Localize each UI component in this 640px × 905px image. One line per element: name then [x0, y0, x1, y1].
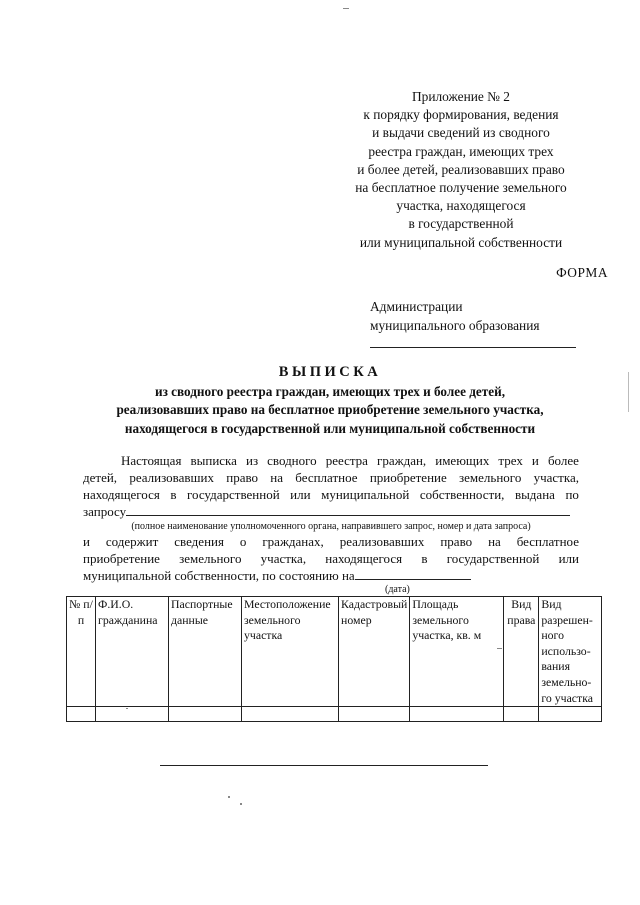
title-main: ВЫПИСКА — [278, 364, 382, 380]
text-line — [83, 533, 579, 550]
word: собственности, — [419, 487, 505, 502]
word: приобретение — [369, 470, 447, 485]
scan-speck — [240, 803, 242, 805]
appendix-line: на бесплатное получение земельного — [355, 180, 567, 196]
word: на — [488, 534, 501, 549]
signature-line — [160, 765, 488, 766]
header-location: Местоположение земельного участка — [242, 597, 339, 707]
word: в — [421, 551, 428, 566]
word: выписка — [190, 453, 237, 468]
addressee-block — [370, 297, 540, 335]
header-area: Площадь земельного участка, кв. м — [410, 597, 504, 707]
word: участка, — [260, 551, 307, 566]
word: право — [440, 534, 473, 549]
appendix-line: в государственной — [408, 216, 514, 232]
word: бесплатное — [295, 470, 358, 485]
title-line-1: из сводного реестра граждан, имеющих трех и более детей, — [154, 383, 506, 399]
scan-speck — [628, 372, 629, 412]
word: на — [270, 470, 284, 485]
registry-table — [66, 596, 602, 722]
word: реализовавших — [339, 534, 425, 549]
document-title — [60, 363, 600, 438]
appendix-line: реестра граждан, имеющих трех — [368, 143, 554, 159]
text-line — [83, 469, 579, 486]
table-cell — [410, 707, 504, 722]
text-line — [83, 452, 579, 469]
word: приобретение — [83, 551, 160, 566]
word: из — [245, 453, 259, 468]
table-header-row — [67, 597, 602, 707]
title-line-2: реализовавших право на бесплатное приобретение земельного участка, — [116, 402, 544, 417]
date-blank-field — [355, 567, 471, 580]
word: содержит — [105, 534, 159, 549]
word: муниципальной — [321, 487, 410, 502]
word: и — [531, 453, 539, 468]
word: государственной — [187, 487, 280, 502]
request-blank-field — [126, 503, 570, 516]
word: о — [239, 534, 247, 549]
word: трех — [498, 453, 523, 468]
form-label: ФОРМА — [556, 265, 608, 280]
header-passport: Паспортные данные — [169, 597, 242, 707]
appendix-line: Приложение № 2 — [411, 89, 511, 104]
table-cell — [96, 707, 169, 722]
word: выдана — [514, 487, 555, 502]
word: право — [226, 470, 259, 485]
scan-speck — [126, 708, 128, 709]
text-line — [83, 503, 579, 520]
addressee-line-1: Администрации — [370, 299, 463, 314]
word: в — [170, 487, 177, 502]
table-row — [67, 707, 602, 722]
scan-speck — [228, 796, 230, 798]
appendix-line: и выдачи сведений из сводного — [372, 125, 550, 141]
header-number: № п/п — [67, 597, 96, 707]
appendix-line: участка, находящегося — [396, 198, 526, 214]
table-cell — [504, 707, 539, 722]
word: бесплатное — [516, 534, 579, 549]
header-full-name: Ф.И.О. гражданина — [96, 597, 169, 707]
word: граждан, — [377, 453, 427, 468]
word: участка, — [533, 470, 579, 485]
text-line — [83, 550, 579, 567]
word: сводного — [267, 453, 317, 468]
addressee-line-2: муниципального образования — [370, 318, 540, 333]
table-cell — [539, 707, 602, 722]
request-label: запросу — [83, 504, 127, 519]
text-line — [83, 486, 579, 503]
word: детей, — [83, 470, 118, 485]
word: или — [558, 551, 579, 566]
word: государственной — [446, 551, 540, 566]
table-cell — [339, 707, 410, 722]
word: более — [547, 453, 579, 468]
as-of-label: муниципальной собственности, по состоянию на — [83, 568, 355, 583]
body-paragraph — [83, 452, 579, 595]
header-right-type: Вид права — [504, 597, 539, 707]
appendix-line: или муниципальной собственности — [359, 234, 563, 250]
table-cell — [242, 707, 339, 722]
word: гражданах, — [262, 534, 324, 549]
addressee-blank-line — [370, 347, 576, 348]
text-line — [83, 567, 579, 584]
word: сведения — [174, 534, 224, 549]
word: по — [565, 487, 579, 502]
scan-speck — [343, 8, 349, 9]
word: находящегося — [325, 551, 403, 566]
word: и — [83, 534, 90, 549]
word: находящегося — [83, 487, 160, 502]
word: или — [290, 487, 311, 502]
word: реестра — [325, 453, 368, 468]
word: реализовавших — [129, 470, 214, 485]
appendix-line: и более детей, реализовавших право — [357, 161, 565, 177]
title-line-3: находящегося в государственной или муниципальной собственности — [124, 420, 536, 436]
word: Настоящая — [121, 453, 182, 468]
appendix-line: к порядку формирования, ведения — [363, 107, 559, 123]
word: имеющих — [435, 453, 490, 468]
request-caption: (полное наименование уполномоченного органа, направившего запрос, номер и дата запроса) — [131, 521, 531, 532]
scan-speck — [497, 648, 502, 649]
word: земельного — [459, 470, 522, 485]
table-cell — [67, 707, 96, 722]
date-caption: (дата) — [385, 584, 410, 595]
header-cadastral: Кадастровый номер — [339, 597, 410, 707]
header-permitted-use: Вид разрешен-ного использо-вания земельно-го участка — [539, 597, 602, 707]
appendix-header — [330, 88, 592, 252]
table-cell — [169, 707, 242, 722]
word: земельного — [179, 551, 242, 566]
